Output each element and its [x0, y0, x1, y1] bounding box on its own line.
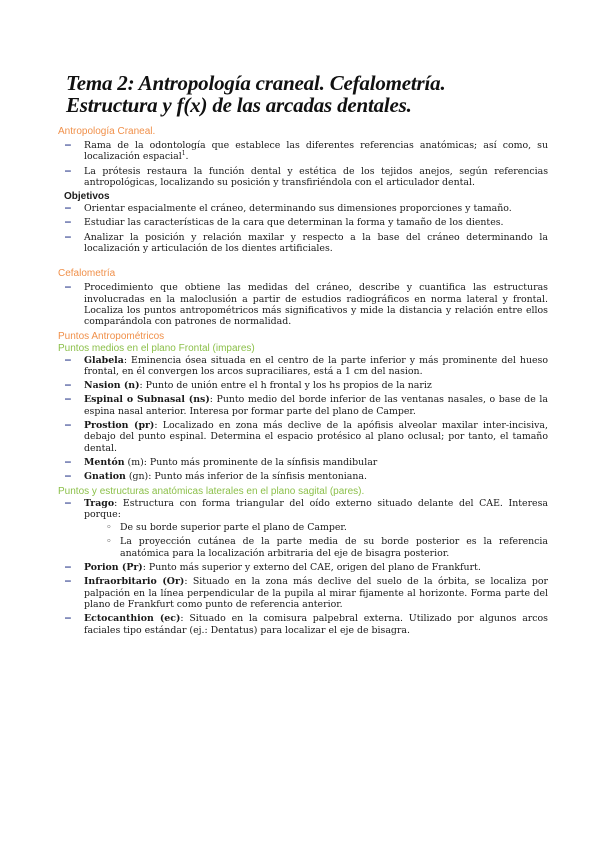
- term: Trago: [84, 497, 115, 509]
- list-item: − Porion (Pr): Punto más superior y externo del CAE, origen del plano de Frankfurt.: [58, 562, 548, 573]
- term: Glabela: [84, 354, 124, 366]
- list-item: − La prótesis restaura la función dental y estética de los tejidos anejos, según referencias antropológicas, localizando su posición y transfiriéndola con el articulador dental.: [58, 166, 548, 189]
- list-item: − Nasion (n): Punto de unión entre el h frontal y los hs propios de la nariz: [58, 380, 548, 391]
- list-item: − Estudiar las características de la cara que determinan la forma y tamaño de los dientes.: [58, 217, 548, 228]
- section-heading-puntos: Puntos Antropométricos: [58, 330, 165, 342]
- term: Nasion (n): [84, 380, 140, 392]
- list-item: − Glabela: Eminencia ósea situada en el centro de la parte inferior y más prominente del hueso frontal, en él convergen los arcos supraciliares, está a 1 cm del nasion.: [58, 355, 548, 378]
- term: Porion (Pr): [84, 562, 143, 574]
- page-title: [66, 72, 548, 116]
- subsection-heading-frontal: Puntos medios en el plano Frontal (impares): [58, 342, 255, 354]
- objetivos-list: [58, 203, 548, 254]
- antropologia-list: [58, 140, 548, 188]
- trago-sublist: [84, 522, 548, 559]
- list-item: − Prostion (pr): Localizado en zona más declive de la apófisis alveolar maxilar inter-incisiva, debajo del punto espinal. Determina el espacio protésico al plano oclusal; por tanto, el tamaño dental.: [58, 420, 548, 454]
- sub-list-item: ◦ De su borde superior parte el plano de Camper.: [84, 522, 548, 533]
- section-heading-cefalometria: Cefalometría: [58, 268, 116, 280]
- list-item: − Procedimiento que obtiene las medidas del cráneo, describe y cuantifica las estructuras involucradas en la maloclusión a partir de estudios radiográficos en norma lateral y frontal. Localiza los puntos antropométricos más significativos y mide la distancia y relación entre ellos comparándola con patrones de normalidad.: [58, 282, 548, 327]
- list-item: − Infraorbitario (Or): Situado en la zona más declive del suelo de la órbita, se localiza por palpación en la línea perpendicular de la pupila al mirar fijamente al horizonte. Forma parte del plano de Frankfurt como punto de referencia anterior.: [58, 576, 548, 610]
- term: Infraorbitario (Or): [84, 576, 185, 588]
- sagital-points-list: [58, 498, 548, 636]
- list-item: − Rama de la odontología que establece las diferentes referencias anatómicas; así como, su localización espacial$^1$.: [58, 140, 548, 163]
- list-item: − Orientar espacialmente el cráneo, determinando sus dimensiones proporciones y tamaño.: [58, 203, 548, 214]
- term: Prostion (pr): [84, 420, 155, 432]
- section-heading-antropologia: Antropología Craneal.: [58, 126, 156, 137]
- list-item: − Analizar la posición y relación maxilar y respecto a la base del cráneo determinando la localización y articulación de los dientes artificiales.: [58, 232, 548, 255]
- list-item: − Ectocanthion (ec): Situado en la comisura palpebral externa. Utilizado por algunos arcos faciales tipo estándar (ej.: Dentatus) para localizar el eje de bisagra.: [58, 613, 548, 636]
- frontal-points-list: [58, 355, 548, 483]
- list-item: − Gnation (gn): Punto más inferior de la sínfisis mentoniana.: [58, 471, 548, 482]
- term: Ectocanthion (ec): [84, 613, 181, 625]
- title-line-1: Tema 2: Antropología craneal. Cefalometría.: [66, 71, 446, 95]
- list-item: − Trago: Estructura con forma triangular del oído externo situado delante del CAE. Interesa porque: ◦ De su borde superior parte el plano de Camper. ◦ La proyección cutánea de la parte media de su borde posterior es la referencia anatómica para la localización arbitraria del eje de bisagra posterior.: [58, 498, 548, 559]
- term: Gnation: [84, 471, 126, 483]
- objetivos-heading: Objetivos: [64, 191, 110, 203]
- term: Mentón: [84, 456, 125, 468]
- list-item: − Espinal o Subnasal (ns): Punto medio del borde inferior de las ventanas nasales, o base de la espina nasal anterior. Interesa por formar parte del plano de Camper.: [58, 394, 548, 417]
- cefalometria-list: [58, 282, 548, 327]
- list-item: − Mentón (m): Punto más prominente de la sínfisis mandibular: [58, 457, 548, 468]
- sub-list-item: ◦ La proyección cutánea de la parte media de su borde posterior es la referencia anatómica para la localización arbitraria del eje de bisagra posterior.: [84, 536, 548, 559]
- title-line-2: Estructura y f(x) de las arcadas dentales.: [66, 93, 412, 117]
- term: Espinal o Subnasal (ns): [84, 394, 210, 406]
- footnote-ref: 1: [181, 150, 186, 158]
- subsection-heading-sagital: Puntos y estructuras anatómicas laterales en el plano sagital (pares).: [58, 485, 365, 497]
